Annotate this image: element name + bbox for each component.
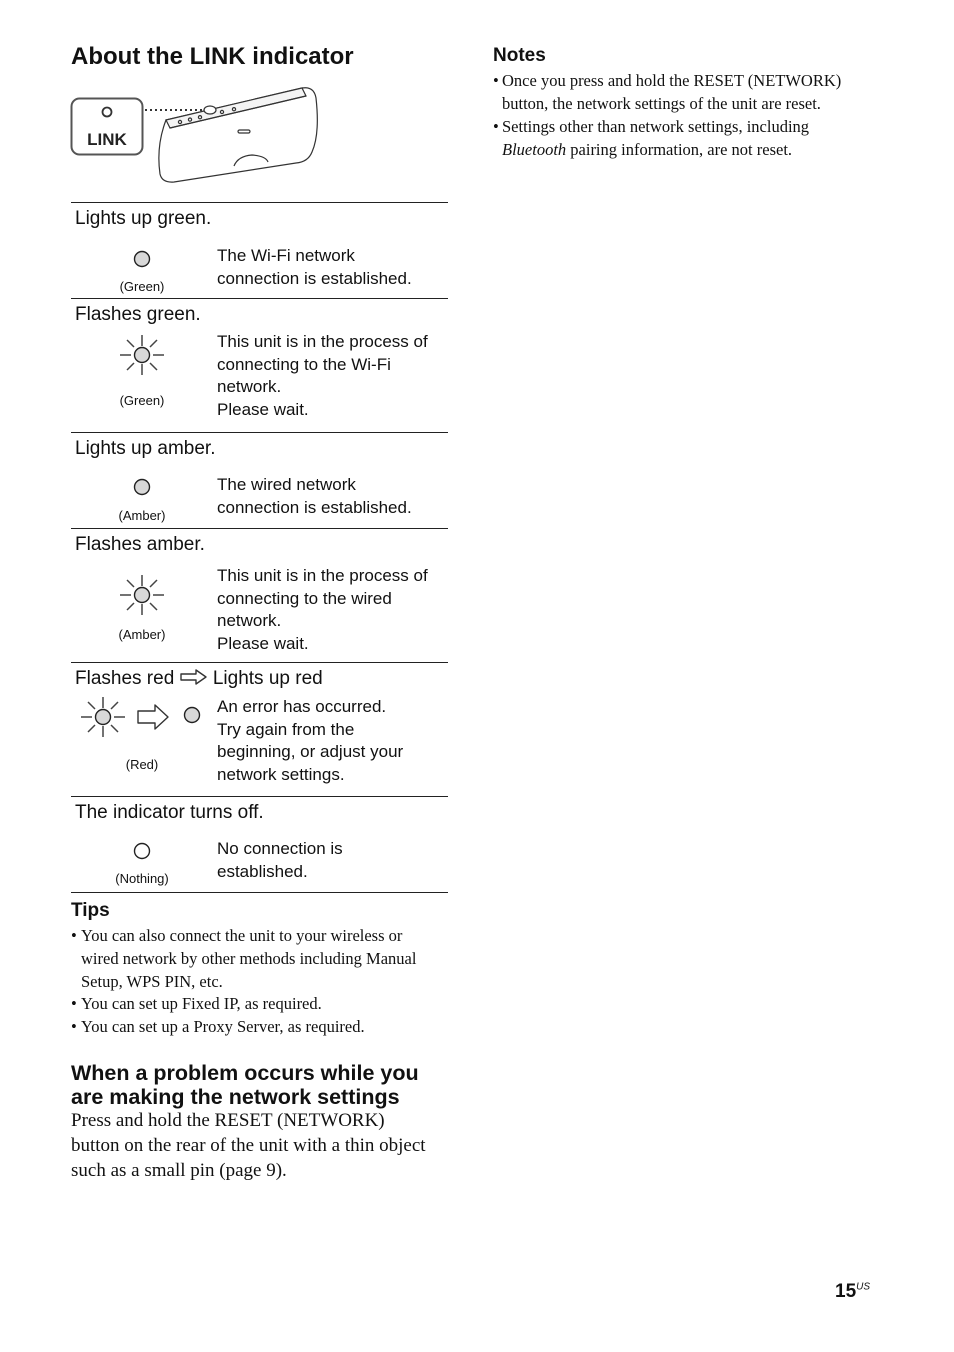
tips-heading: Tips — [71, 900, 110, 921]
row-heading: Flashes amber. — [75, 534, 205, 555]
page-number: $15^{US}$ — [835, 1281, 871, 1302]
color-caption: (Nothing) — [115, 871, 169, 886]
flash-to-solid-light-icon — [71, 691, 213, 796]
indicator-table — [71, 202, 448, 893]
row-description: An error has occurred. Try again from the beginning, or adjust your network settings. — [217, 697, 404, 785]
speaker-unit-icon — [159, 88, 317, 182]
table-row — [71, 662, 448, 796]
color-caption: (Amber) — [118, 627, 166, 642]
notes-heading: Notes — [493, 45, 546, 66]
link-indicator-illustration — [70, 84, 330, 190]
row-description: The Wi-Fi network connection is established. — [217, 246, 412, 288]
list-item: • You can set up a Proxy Server, as required. — [71, 1016, 451, 1039]
problem-heading: When a problem occurs while you are making the network settings — [71, 1061, 419, 1109]
tips-list — [71, 925, 451, 1039]
color-caption: (Red) — [125, 757, 159, 772]
table-row — [71, 796, 448, 893]
table-row — [71, 202, 448, 298]
link-label: LINK — [87, 130, 127, 149]
color-caption: (Amber) — [118, 508, 166, 523]
table-row — [71, 432, 448, 528]
list-item: • You can also connect the unit to your wireless or wired network by other methods including Manual Setup, WPS PIN, etc. — [71, 925, 451, 993]
bluetooth-term: Bluetooth — [502, 140, 567, 159]
flashing-light-icon — [71, 557, 213, 662]
arrow-right-icon — [180, 668, 208, 686]
row-heading: Lights up green. — [75, 208, 212, 229]
table-row — [71, 528, 448, 662]
flashing-light-icon — [71, 327, 213, 432]
table-row — [71, 298, 448, 432]
row-heading: Lights up amber. — [75, 438, 216, 459]
row-heading: The indicator turns off. — [75, 802, 264, 823]
list-item: • You can set up Fixed IP, as required. — [71, 993, 451, 1016]
problem-text: Press and hold the RESET (NETWORK) button on the rear of the unit with a thin object such as a small pin (page 9). — [71, 1110, 426, 1181]
row-description: This unit is in the process of connecting to the wired network. Please wait. — [217, 566, 428, 654]
color-caption: (Green) — [119, 393, 165, 408]
list-item: • Once you press and hold the RESET (NETWORK) button, the network settings of the unit are reset. — [493, 69, 883, 115]
list-item: • Settings other than network settings, including Bluetooth pairing information, are not reset. — [493, 115, 883, 161]
notes-list — [493, 69, 883, 161]
row-heading: Flashes red Lights up red — [75, 668, 323, 689]
row-heading: Flashes green. — [75, 304, 201, 325]
section-title: About the LINK indicator — [71, 43, 354, 70]
row-description: No connection is established. — [217, 839, 343, 881]
color-caption: (Green) — [119, 279, 165, 294]
row-description: This unit is in the process of connecting to the Wi-Fi network. Please wait. — [217, 332, 428, 420]
row-description: The wired network connection is established. — [217, 475, 412, 517]
link-led-icon — [103, 108, 112, 117]
